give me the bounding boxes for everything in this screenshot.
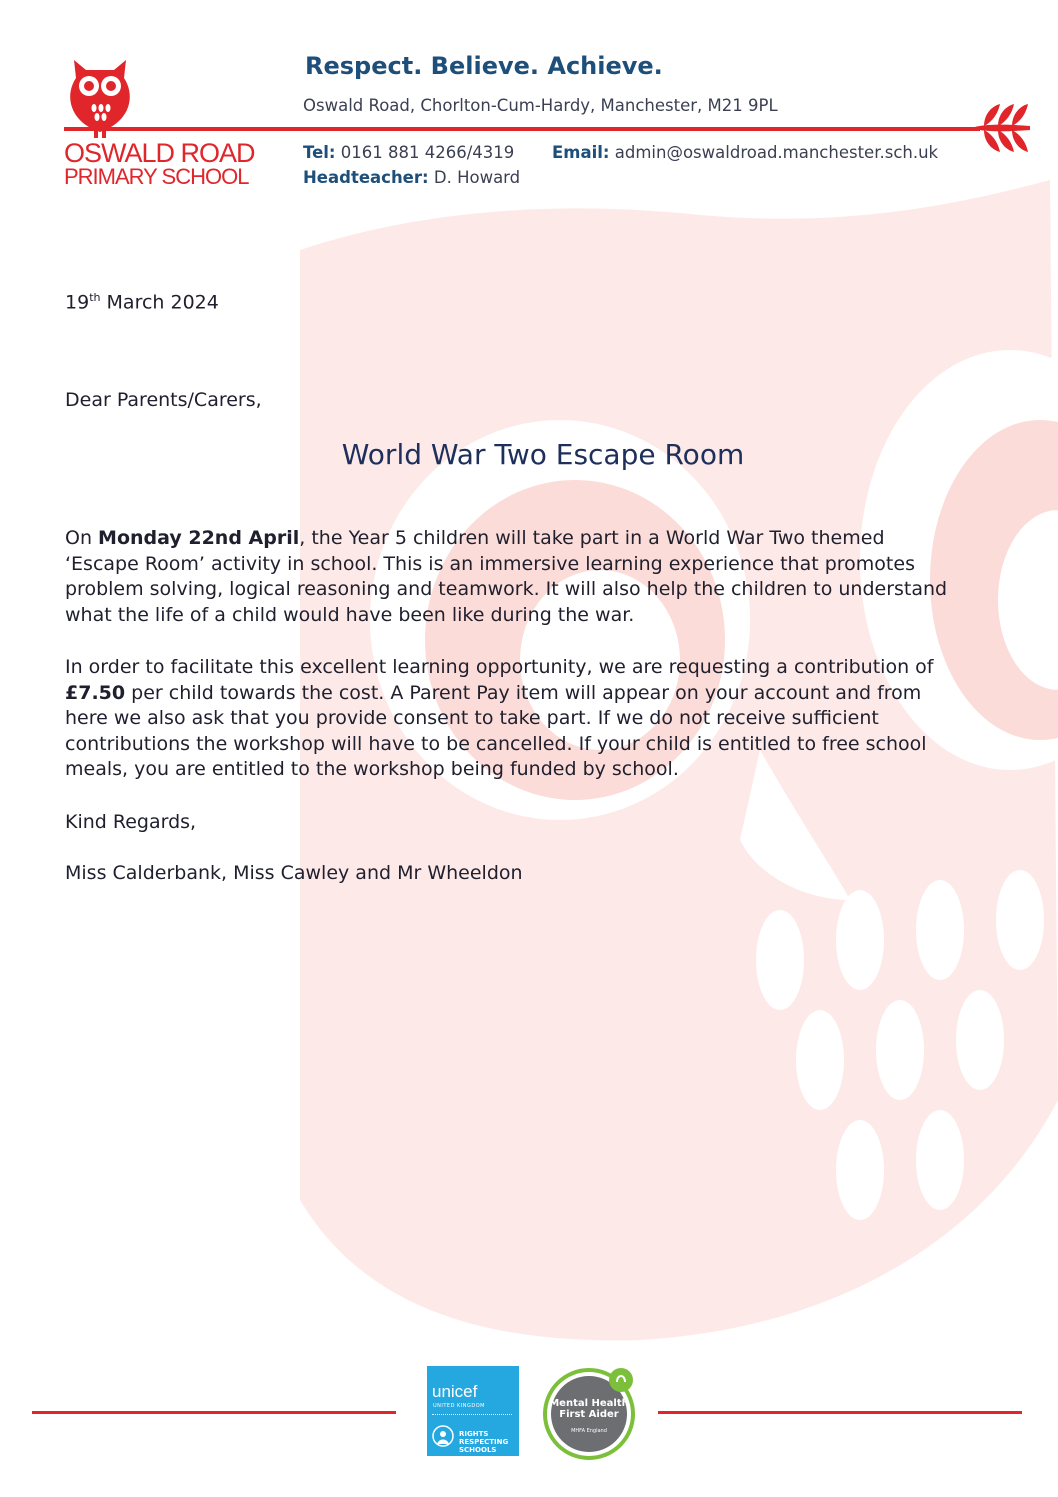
- para2-text-start: In order to facilitate this excellent learning opportunity, we are requesting a contribution of: [65, 656, 934, 678]
- school-telephone: [303, 143, 514, 162]
- signatories: Miss Calderbank, Miss Cawley and Mr Wheeldon: [65, 862, 523, 884]
- para2-text-end: per child towards the cost. A Parent Pay item will appear on your account and from here we also ask that you provide consent to take part. If we do not receive sufficient contributions the workshop will have to be cancelled. If your child is entitled to free school meals, you are entitled to the workshop being funded by school.: [65, 681, 927, 780]
- rrs-line1: RIGHTS: [459, 1430, 489, 1438]
- salutation: Dear Parents/Carers,: [65, 389, 262, 411]
- footer-divider-right: [658, 1411, 1022, 1414]
- letter-title: World War Two Escape Room: [341, 438, 745, 471]
- contribution-amount: £7.50: [65, 681, 126, 704]
- school-logo: [60, 56, 270, 192]
- unicef-globe-icon: [431, 1424, 455, 1448]
- school-address: Oswald Road, Chorlton-Cum-Hardy, Manchester, M21 9PL: [303, 96, 778, 115]
- para1-text-start: On: [65, 527, 99, 549]
- date-suffix: th: [89, 291, 101, 304]
- mhfa-line2: First Aider: [559, 1409, 619, 1420]
- unicef-rrs-badge: [427, 1366, 519, 1456]
- event-date: Monday 22nd April: [98, 527, 300, 549]
- rights-respecting-schools: [459, 1430, 508, 1454]
- email-value: admin@oswaldroad.manchester.sch.uk: [614, 143, 939, 162]
- para1-text-end: , the Year 5 children will take part in a World War Two themed ‘Escape Room’ activity in school. This is an immersive learning experience that promotes problem solving, logical reasoning and teamwork. It will also help the children to understand what the life of a child would have been like during the war.: [65, 527, 948, 626]
- header-divider: [64, 127, 980, 131]
- school-email: [552, 143, 938, 162]
- mhfa-title: [543, 1398, 635, 1420]
- owl-logo-icon: [60, 56, 140, 138]
- school-name-line1: OSWALD ROAD: [64, 138, 255, 168]
- unicef-name: unicef: [432, 1382, 478, 1401]
- mhfa-badge: [543, 1364, 639, 1460]
- wheat-leaf-icon: [966, 102, 1032, 154]
- tel-value: 0161 881 4266/4319: [340, 143, 515, 162]
- rrs-line3: SCHOOLS: [459, 1446, 497, 1454]
- school-motto: Respect. Believe. Achieve.: [305, 52, 663, 80]
- date-month-year: March 2024: [106, 291, 219, 314]
- letter-date: [65, 285, 219, 316]
- tel-label: Tel:: [303, 143, 336, 162]
- headteacher: [303, 168, 520, 187]
- headteacher-label: Headteacher:: [303, 168, 429, 187]
- school-name-line2: PRIMARY SCHOOL: [64, 164, 249, 189]
- mhfa-line1: Mental Health: [549, 1398, 629, 1409]
- date-day: 19: [65, 291, 90, 314]
- sign-off: Kind Regards,: [65, 811, 197, 833]
- unicef-country: UNITED KINGDOM: [433, 1403, 485, 1409]
- paragraph-2: [65, 655, 955, 783]
- mhfa-org: MHFA England: [571, 1428, 607, 1434]
- email-label: Email:: [552, 143, 610, 162]
- footer-divider-left: [32, 1411, 396, 1414]
- headteacher-name: D. Howard: [433, 168, 521, 187]
- unicef-divider: [432, 1414, 512, 1415]
- paragraph-1: [65, 526, 955, 628]
- rrs-line2: RESPECTING: [459, 1438, 509, 1446]
